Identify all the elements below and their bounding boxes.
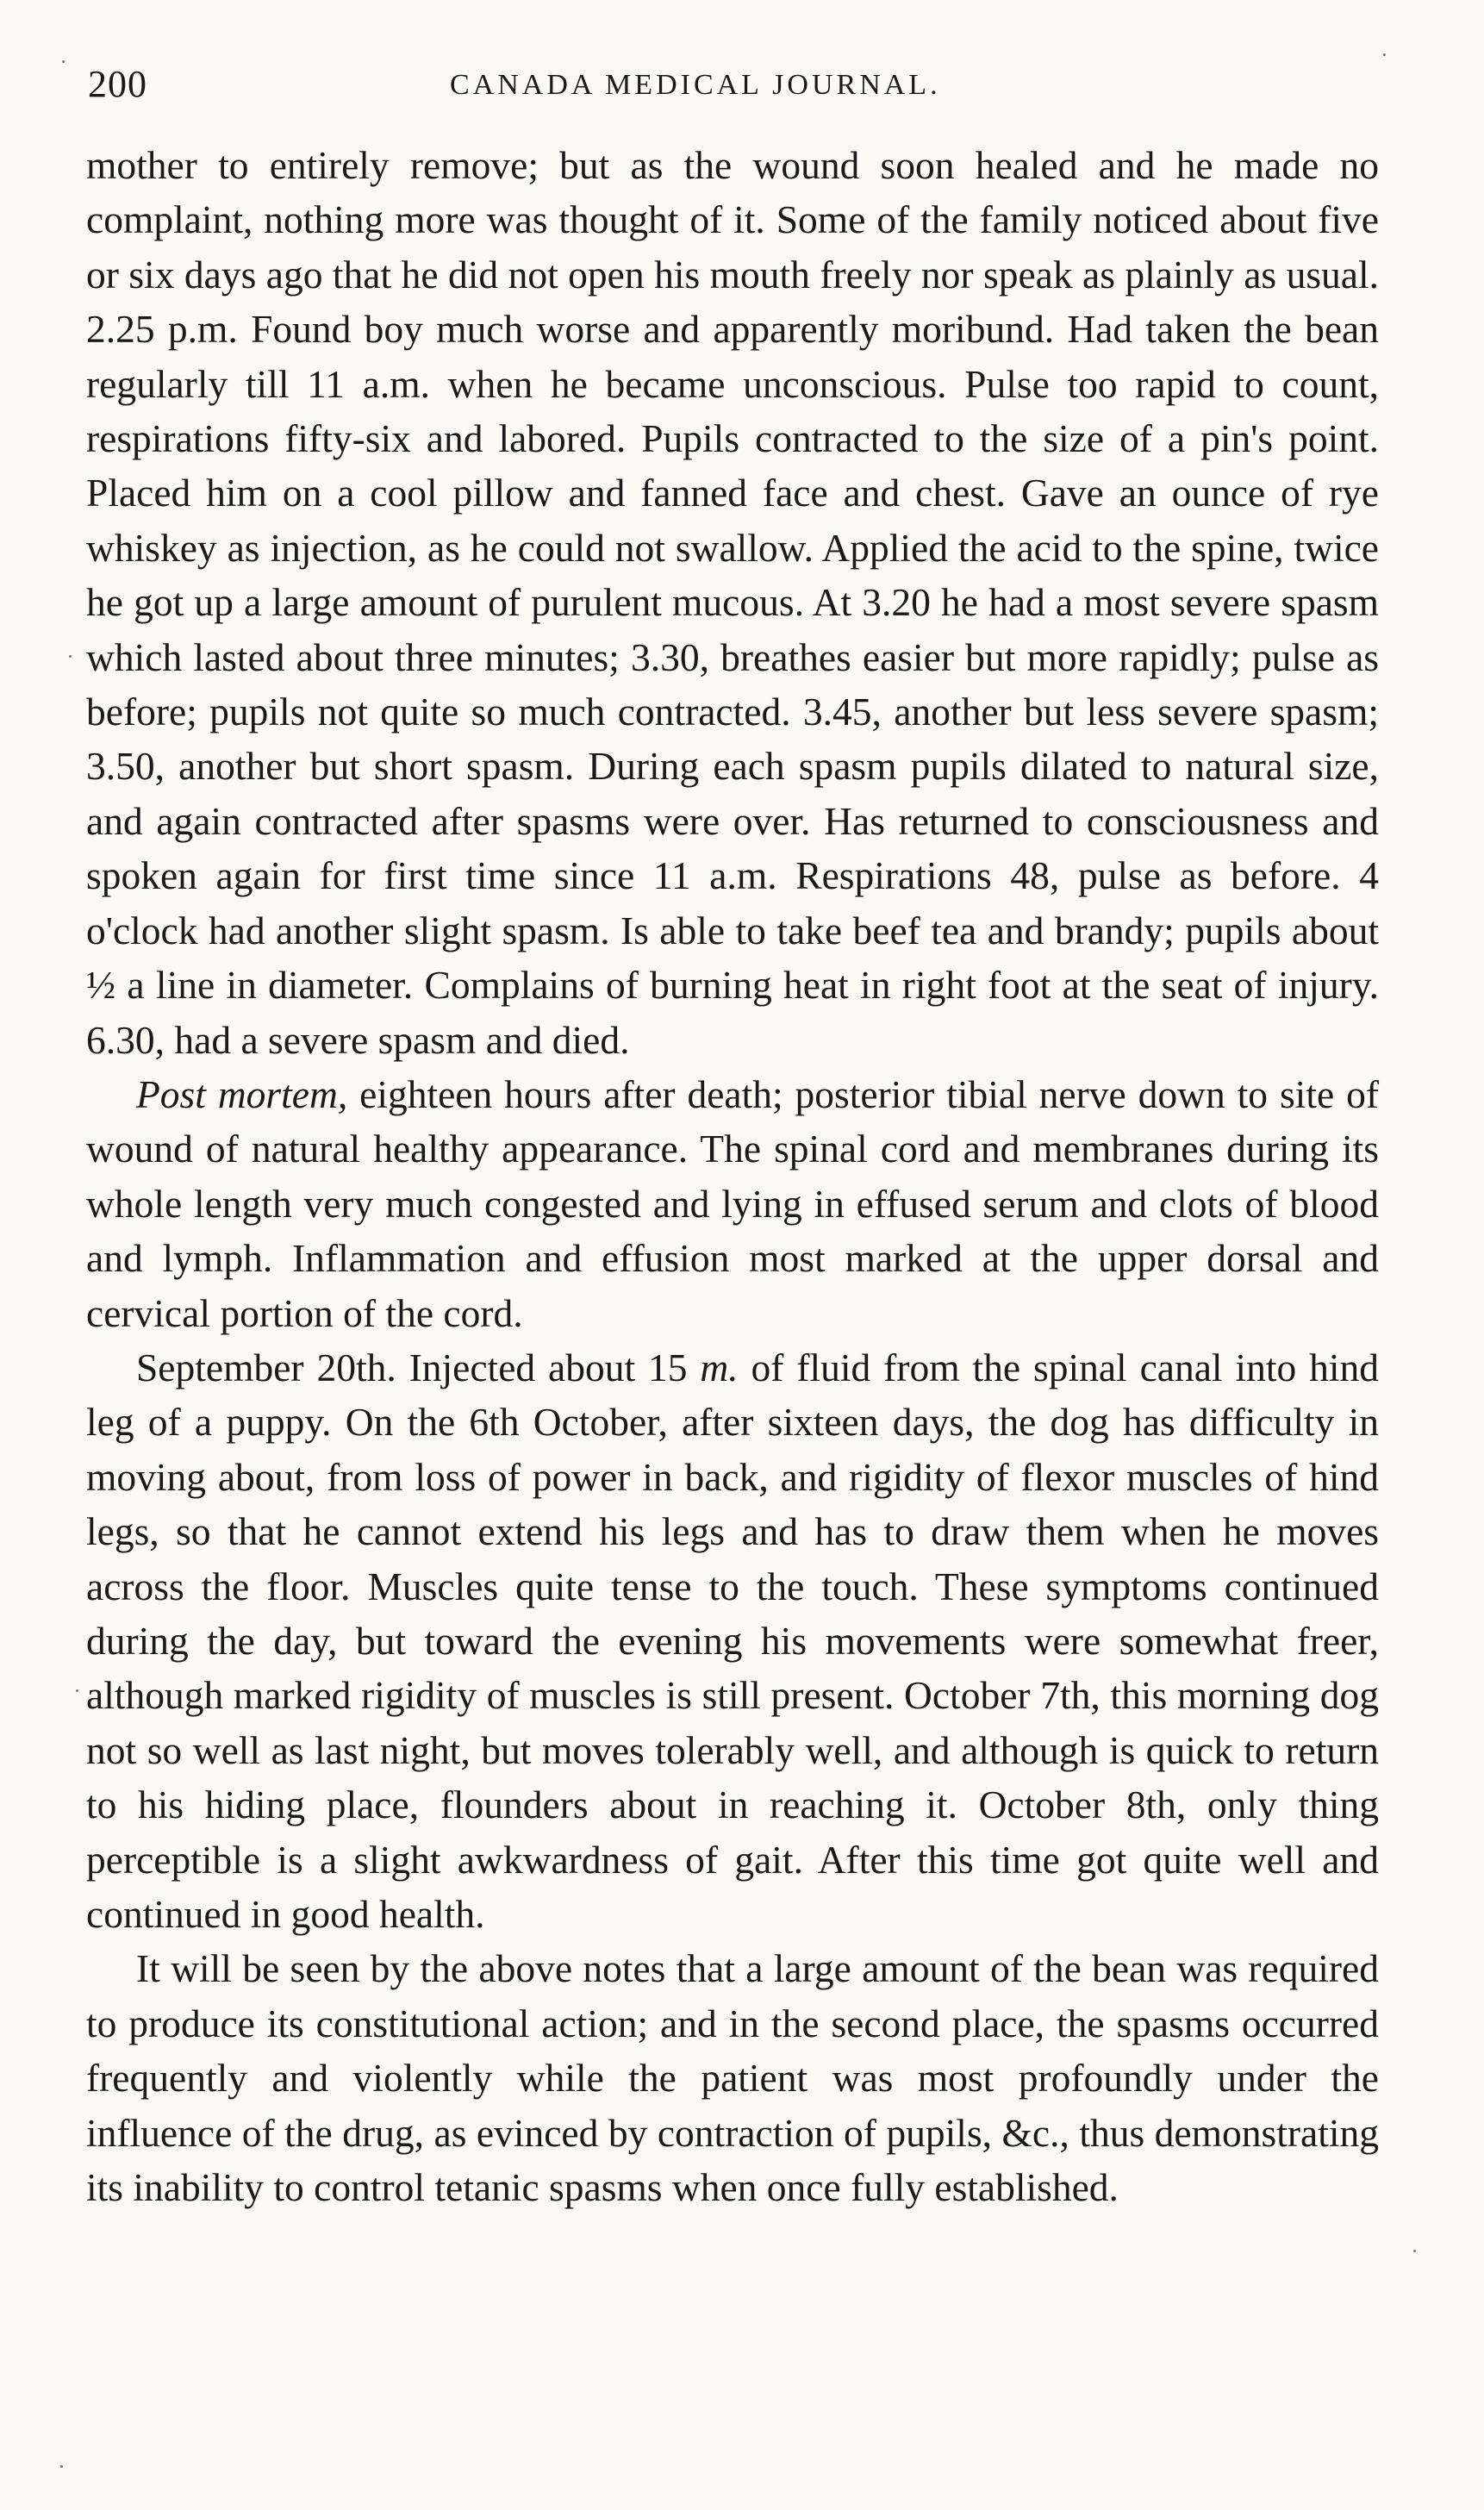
paragraph-puppy-experiment (86, 1340, 1379, 1941)
page-number: 200 (88, 63, 147, 105)
minims-abbreviation: m. (700, 1345, 739, 1389)
scan-speck (69, 655, 72, 658)
paragraph-post-mortem (86, 1067, 1379, 1340)
paragraph-case-notes (86, 138, 1379, 1067)
scan-speck (76, 1689, 78, 1692)
paragraph-conclusion (86, 1941, 1379, 2214)
paragraph-post-mortem-text: eighteen hours after death; posterior tibial nerve down to site of wound of natural healthy appearance. The spinal cord and membranes during its whole length very much congested and lying in effused serum and clots of blood and lymph. Inflammation and effusion most marked at the upper dorsal and cervical portion of the cord. (86, 1071, 1379, 1335)
post-mortem-italic: Post mortem, (136, 1071, 348, 1116)
scan-speck (62, 60, 65, 63)
paragraph-puppy-experiment-start: September 20th. Injected about 15 (136, 1345, 701, 1389)
scan-speck (1383, 53, 1386, 56)
journal-title: CANADA MEDICAL JOURNAL. (450, 69, 941, 101)
paragraph-case-notes-text: mother to entirely remove; but as the wound soon healed and he made no complaint, nothing more was thought of it. Some of the family noticed about five or six days ago that he did not open his mouth freely nor speak as plainly as usual. 2.25 p.m. Found boy much worse and apparently moribund. Had taken the bean regularly till 11 a.m. when he became unconscious. Pulse too rapid to count, respirations fifty-six and labored. Pupils contracted to the size of a pin's point. Placed him on a cool pillow and fanned face and chest. Gave an ounce of rye whiskey as injection, as he could not swallow. Applied the acid to the spine, twice he got up a large amount of purulent mucous. At 3.20 he had a most severe spasm which lasted about three minutes; 3.30, breathes easier but more rapidly; pulse as before; pupils not quite so much contracted. 3.45, another but less severe spasm; 3.50, another but short spasm. During each spasm pupils dilated to natural size, and again contracted after spasms were over. Has returned to consciousness and spoken again for first time since 11 a.m. Respirations 48, pulse as before. 4 o'clock had another slight spasm. Is able to take beef tea and brandy; pupils about ½ a line in diameter. Complains of burning heat in right foot at the seat of injury. 6.30, had a severe spasm and died. (86, 143, 1379, 1062)
running-head (88, 62, 1389, 110)
scan-speck (60, 2465, 63, 2468)
scan-speck (1413, 2250, 1416, 2252)
paragraph-conclusion-text: It will be seen by the above notes that a large amount of the bean was required to produce its constitutional action; and in the second place, the spasms occurred frequently and violently while the patient was most profoundly under the influence of the drug, as evinced by contraction of pupils, &c., thus demonstrating its inability to control tetanic spasms when once fully established. (86, 1946, 1379, 2210)
paragraph-puppy-experiment-rest: of fluid from the spinal canal into hind leg of a puppy. On the 6th October, after sixteen days, the dog has difficulty in moving about, from loss of power in back, and rigidity of flexor muscles of hind legs, so that he cannot extend his legs and has to draw them when he moves across the floor. Muscles quite tense to the touch. These symptoms continued during the day, but toward the evening his movements were somewhat freer, although marked rigidity of muscles is still present. October 7th, this morning dog not so well as last night, but moves tolerably well, and although is quick to return to his hiding place, flounders about in reaching it. October 8th, only thing perceptible is a slight awkwardness of gait. After this time got quite well and continued in good health. (86, 1345, 1380, 1936)
article-body (86, 138, 1379, 2474)
